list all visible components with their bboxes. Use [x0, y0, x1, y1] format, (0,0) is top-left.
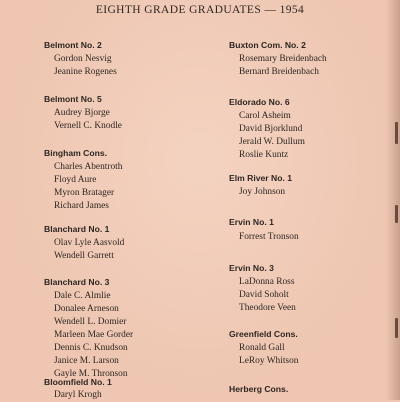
binding-mark — [395, 122, 398, 144]
graduate-list — [54, 161, 122, 213]
school-heading: Ervin No. 3 — [229, 263, 274, 273]
graduate-name: Theodore Veen — [239, 303, 296, 313]
graduate-name: Wendell Garrett — [54, 251, 114, 261]
graduate-name: Dale C. Almlie — [54, 291, 111, 301]
graduate-name: Donalee Arneson — [54, 304, 119, 314]
graduate-name: Gordon Nesvig — [54, 54, 112, 64]
graduate-name: Wendell L. Domier — [54, 317, 127, 327]
graduate-name: Joy Johnson — [239, 187, 286, 197]
graduate-name: Floyd Aure — [54, 175, 97, 185]
binding-mark — [395, 205, 398, 223]
school-heading: Buxton Com. No. 2 — [229, 40, 306, 50]
school-heading: Herberg Cons. — [229, 384, 289, 394]
school-heading: Elm River No. 1 — [229, 173, 293, 183]
graduate-name: Ronald Gall — [239, 343, 285, 353]
school-heading: Belmont No. 5 — [44, 94, 102, 104]
graduate-name: Bernard Breidenbach — [239, 67, 319, 77]
graduate-name: Audrey Bjorge — [54, 108, 110, 118]
graduate-list — [54, 107, 122, 133]
graduate-list — [54, 237, 124, 263]
graduate-name: Roslie Kuntz — [239, 150, 289, 160]
graduate-list — [239, 110, 305, 162]
graduate-name: Daryl Krogh — [54, 390, 102, 400]
graduate-list — [239, 231, 299, 244]
graduate-list — [54, 290, 133, 381]
graduate-list — [239, 53, 327, 79]
graduate-list — [239, 342, 298, 368]
graduate-name: Gayle M. Thronson — [54, 369, 128, 379]
school-heading: Eldorado No. 6 — [229, 97, 290, 107]
school-heading: Blanchard No. 3 — [44, 277, 110, 287]
school-heading: Belmont No. 2 — [44, 40, 102, 50]
graduate-name: Charles Abentroth — [54, 162, 123, 172]
graduate-name: Rosemary Breidenbach — [239, 54, 327, 64]
page-edge-shadow — [386, 0, 400, 400]
graduate-list — [239, 276, 296, 315]
school-heading: Ervin No. 1 — [229, 217, 274, 227]
school-heading: Blanchard No. 1 — [44, 224, 110, 234]
graduate-list — [54, 53, 117, 79]
graduate-name: Jerald W. Dullum — [239, 137, 305, 147]
graduate-name: Richard James — [54, 201, 109, 211]
graduate-name: Janice M. Larson — [54, 356, 119, 366]
binding-mark — [395, 318, 398, 338]
graduate-name: Myron Bratager — [54, 188, 115, 198]
page-title: EIGHTH GRADE GRADUATES — 1954 — [95, 4, 305, 16]
graduate-name: David Soholt — [239, 290, 289, 300]
graduate-name: LaDonna Ross — [239, 277, 295, 287]
school-heading: Bingham Cons. — [44, 148, 108, 158]
graduate-name: LeRoy Whitson — [239, 356, 299, 366]
graduate-name: Dennis C. Knudson — [54, 343, 128, 353]
graduate-name: Olav Lyle Aasvold — [54, 238, 125, 248]
school-heading: Bloomfield No. 1 — [44, 377, 112, 387]
graduate-name: Forrest Tronson — [239, 232, 299, 242]
graduate-name: Jeanine Rogenes — [54, 67, 117, 77]
graduate-name: Marleen Mae Gorder — [54, 330, 134, 340]
graduate-list — [54, 389, 102, 402]
graduate-list — [239, 186, 285, 199]
graduate-name: Vernell C. Knodle — [54, 121, 122, 131]
graduate-name: David Bjorklund — [239, 124, 303, 134]
graduate-name: Carol Asheim — [239, 111, 291, 121]
school-heading: Greenfield Cons. — [229, 329, 298, 339]
